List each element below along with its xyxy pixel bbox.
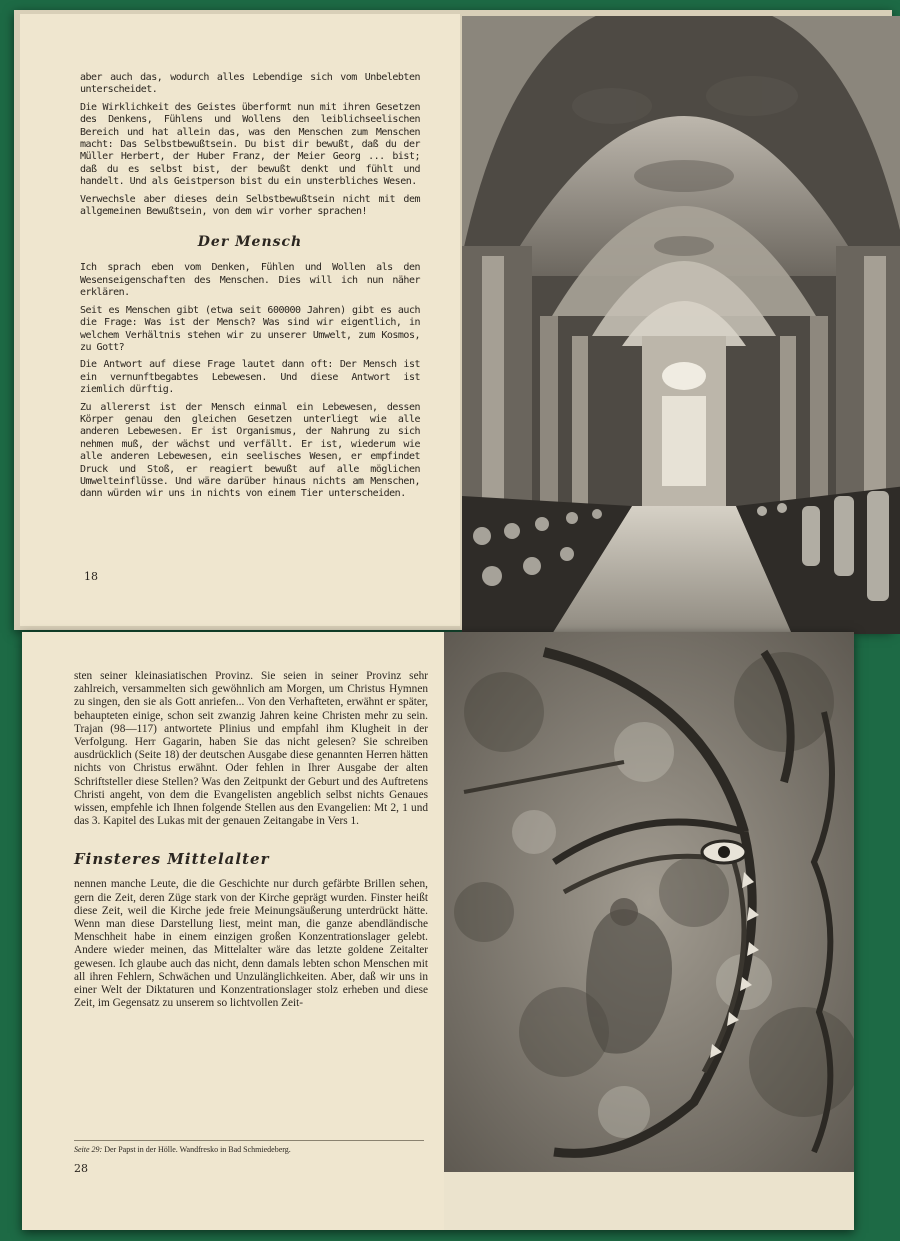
section-heading: Der Mensch [197, 234, 303, 251]
caption-text: Der Papst in der Hölle. Wandfresko in Bad Schmiedeberg. [104, 1145, 291, 1154]
bottom-left-page [22, 632, 444, 1230]
paragraph: Die Wirklichkeit des Geistes überformt nun mit ihren Gesetzen des Denkens, Fühlens und Wollens den leiblichseelischen Bereich und hat allein das, was den Menschen zum Menschen macht: Das Selbstbewußtsein. Du bist dir bewußt, daß du der Müller Herbert, der Huber Franz, der Meier Georg ... bist; daß du es selbst bist, der bewußt denkt und fühlt und handelt. Und als Geistperson bist du ein unsterbliches Wesen. [80, 101, 420, 188]
top-booklet [14, 10, 892, 630]
paragraph: sten seiner kleinasiatischen Provinz. Sie seien in seiner Provinz sehr zahlreich, versammelten sich gewöhnlich am Morgen, um Christus Hymnen zu singen, den sie als Gott anriefen... Von den Verhafteten, erwähnt er später, behaupteten einige, schon seit zwanzig Jahren keine Christen mehr zu sein. Trajan (98—117) antwortete Plinius und empfahl ihm Klugheit in der Verfolgung. Herr Gagarin, haben Sie das nicht gelesen? Sie schreiben ausdrücklich (Seite 18) der deutschen Ausgabe diese genannten Herren hätten nichts von Christus erwähnt. Oder fehlen in Ihrer Ausgabe der alten Schriftsteller diese Stellen? Was den Zeitpunkt der Geburt und des Auftretens Christi angeht, von dem die Evangelisten angeblich selbst nichts Genaues wissen, empfehle ich Ihnen folgende Stellen aus den Evangelien: Mt 2, 1 und das 3. Kapitel des Lukas mit der genauen Zeitangabe in Vers 1. [74, 670, 428, 828]
bottom-booklet [22, 632, 854, 1230]
photo-caption [74, 1140, 424, 1154]
section-heading: Finsteres Mittelalter [74, 850, 270, 869]
church-interior-photo [462, 16, 900, 634]
paragraph: Seit es Menschen gibt (etwa seit 600000 Jahren) gibt es auch die Frage: Was ist der Mensch? Was sind wir eigentlich, in welchem Verhältnis stehen wir zu unserer Umwelt, zum Kosmos, zu Gott? [80, 304, 420, 353]
paragraph: aber auch das, wodurch alles Lebendige sich vom Unbelebten unterscheidet. [80, 72, 420, 96]
paragraph: Zu allererst ist der Mensch einmal ein Lebewesen, dessen Körper genau den gleichen Gesetzen unterliegt wie alle anderen Lebewesen. Er ist Organismus, der Nahrung zu sich nehmen muß, der wächst und verfällt. Er ist, wiederum wie alle anderen Lebewesen, ein seelisches Wesen, er empfindet Druck und Stoß, er reagiert bewußt auf alle möglichen Umwelteinflüsse. Und wäre darüber hinaus nichts am Menschen, dann würden wir uns in nichts von einem Tier unterscheiden. [80, 401, 420, 500]
top-left-page [20, 14, 460, 626]
caption-label: Seite 29: [74, 1145, 103, 1154]
paragraph: nennen manche Leute, die die Geschichte nur durch gefärbte Brillen sehen, gern die Zeit, deren Züge stark von der Kirche geprägt wurden. Finster heißt diese Zeit, weil die Kirche jede freie Meinungsäußerung unterdrückt hätte. Wenn man diese Darstellung liest, meint man, die ganze abendländische Menschheit habe in einem einzigen großen Konzentrationslager gelebt. Andere wieder meinen, das Mittelalter wäre das letzte goldene Zeitalter gewesen. Ich glaube auch das nicht, denn damals lebten schon Menschen mit all ihren Fehlern, Schwächen und Unzulänglichkeiten. Aber, daß wir uns in einer Welt der Diktaturen und Konzentrationslager stolz erheben und diese Zeit, im Gegensatz zu unserem so lichtvollen Zeit- [74, 878, 428, 1010]
page-margin [444, 1172, 854, 1230]
paragraph: Verwechsle aber dieses dein Selbstbewußtsein nicht mit dem allgemeinen Bewußtsein, von dem wir vorher sprachen! [80, 193, 420, 218]
page-number: 18 [84, 570, 98, 583]
paragraph: Ich sprach eben vom Denken, Fühlen und Wollen als den Wesenseigenschaften des Menschen. Dies will ich nun näher erklären. [80, 262, 420, 299]
paragraph: Die Antwort auf diese Frage lautet dann oft: Der Mensch ist ein vernunftbegabtes Lebewesen. Und diese Antwort ist ziemlich dürftig. [80, 359, 420, 396]
page-number: 28 [74, 1162, 88, 1175]
fresco-photo [444, 632, 854, 1172]
